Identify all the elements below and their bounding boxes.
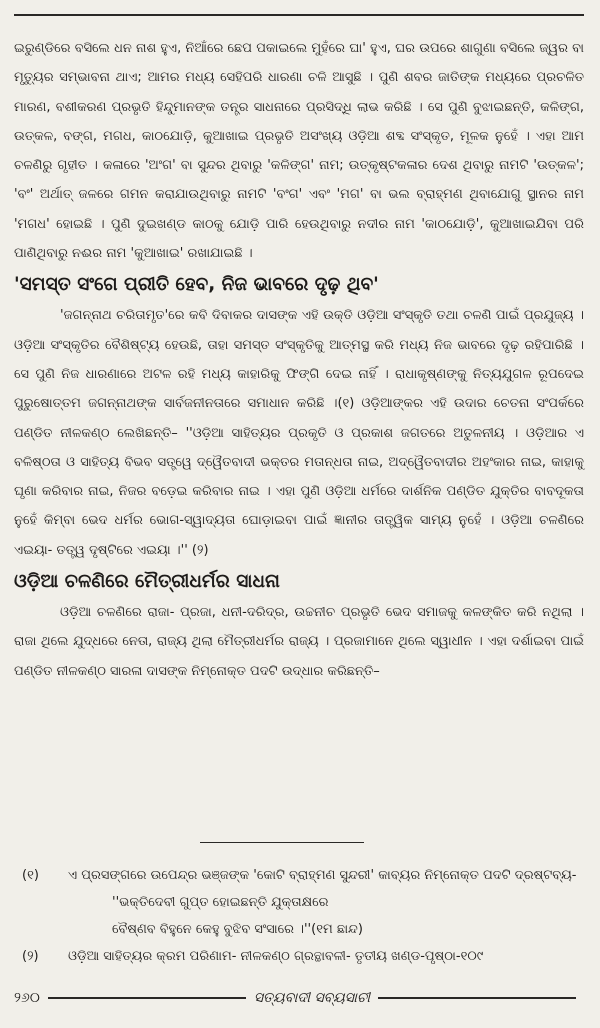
footnote-text: ଏ ପ୍ରସଙ୍ଗରେ ଉପେନ୍ଦ୍ର ଭଞ୍ଜଙ୍କ 'କୋଟି ବ୍ରାହ୍ମଣ ସୁନ୍ଦରୀ' କାବ୍ୟର ନିମ୍ନୋକ୍ତ ପଦଟି ଦ୍ରଷ୍ଟବ୍ୟ- [68,868,577,883]
footer-rule-left [48,997,246,999]
section-heading-2: ଓଡ଼ିଆ ଚଳଣିରେ ମୈତ୍ରୀଧର୍ମର ସାଧନା [14,571,280,593]
footnotes [14,862,584,970]
top-rule [14,14,584,16]
page-number: ୨୬୦ [14,990,40,1006]
paragraph-3: ଓଡ଼ିଆ ଚଳଣିରେ ରାଜା- ପ୍ରଜା, ଧନୀ-ଦରିଦ୍ର, ଉଚ୍ଚନୀଚ ପ୍ରଭୃତି ଭେଦ ସମାଜକୁ କଳଙ୍କିତ କରି ନଥିଲା । ରାଜା ଥିଲେ ଯୁଦ୍ଧରେ ନେତା, ରାଜ୍ୟ ଥିଲା ମୈତ୍ରୀଧର୍ମର ରାଜ୍ୟ । ପ୍ରଜାମାନେ ଥିଲେ ସ୍ୱାଧୀନ । ଏହା ଦର୍ଶାଇବା ପାଇଁ ପଣ୍ଡିତ ନୀଳକଣ୍ଠ ସାରଳା ଦାସଙ୍କ ନିମ୍ନୋକ୍ତ ପଦଟି ଉଦ୍ଧାର କରିଛନ୍ତି– [14,605,584,679]
footnote-quote-line: ବୈଷ୍ଣବ ବିହୁନେ କେହୁ ବୁଝିବ ସଂସାରେ ।''(୧ମ ଛାନ୍ଦ) [112,922,363,937]
paragraph-2: 'ଜଗନ୍ନାଥ ଚରିତାମୃତ'ରେ କବି ଦିବାକର ଦାସଙ୍କ ଏହି ଉକ୍ତି ଓଡ଼ିଆ ସଂସ୍କୃତି ତଥା ଚଳଣି ପାଇଁ ପ୍ରଯୁଜ୍ୟ । ଓଡ଼ିଆ ସଂସ୍କୃତିର ବୈଶିଷ୍ଟ୍ୟ ହେଉଛି, ତାହା ସମସ୍ତ ସଂସ୍କୃତିକୁ ଆତ୍ମସ୍ଥ କରି ମଧ୍ୟ ନିଜ ଭାବରେ ଦୃଢ଼ ରହିପାରିଛି । ସେ ପୁଣି ନିଜ ଧାରଣାରେ ଅଟଳ ରହି ମଧ୍ୟ କାହାରିକୁ ଫିଙ୍ଗି ଦେଇ ନାହିଁ । ରାଧାକୃଷ୍ଣଙ୍କୁ ନିତ୍ୟଯୁଗଳ ରୂପଦେଇ ପୁରୁଷୋତ୍ତମ ଜଗନ୍ନାଥଙ୍କ ସାର୍ବଜନୀନତାରେ ସମାଧାନ କରିଛି ।(୧) ଓଡ଼ିଆଙ୍କର ଏହି ଉଦାର ଚେତନା ସଂପର୍କରେ ପଣ୍ଡିତ ନୀଳକଣ୍ଠ ଲେଖିଛନ୍ତି– ''ଓଡ଼ିଆ ସାହିତ୍ୟର ପ୍ରକୃତି ଓ ପ୍ରକାଶ ଜଗତରେ ଅତୁଳନୀୟ । ଓଡ଼ିଆର ଏ ବଳିଷ୍ଠତା ଓ ସାହିତ୍ୟ ବିଭବ ସତ୍ତ୍ୱେ ଦ୍ୱୈତବାଦୀ ଭକ୍ତର ମତାନ୍ଧତା ନାଇ, ଅଦ୍ୱୈତବାଦୀର ଅହଂକାର ନାଇ, କାହାକୁ ଘୃଣା କରିବାର ନାଇ, ନିଜର ବଡ଼େଇ କରିବାର ନାଇ । ଏହା ପୁଣି ଓଡ଼ିଆ ଧର୍ମରେ ଦାର୍ଶନିକ ପଣ୍ଡିତ ଯୁକ୍ତିର ବାବଦୂକତା ନୁହେଁ କିମ୍ବା ଭେଦ ଧର୍ମର ଭୋଗ-ସ୍ୱାଦ୍ୟତା ଘୋଡ଼ାଇବା ପାଇଁ ଜ୍ଞାନୀର ତାତ୍ତ୍ୱିକ ସାମ୍ୟ ନୁହେଁ । ଓଡ଼ିଆ ଚଳଣିରେ ଏଇୟା- ତତ୍ତ୍ୱ ଦୃଷ୍ଟିରେ ଏଇୟା ।'' (୨) [14,308,584,558]
paragraph-1: ଇରୁଣ୍ଡିରେ ବସିଲେ ଧନ ନାଶ ହୁଏ, ନିଆଁରେ ଛେପ ପକାଇଲେ ମୁହଁରେ ଘା' ହୁଏ, ଘର ଉପରେ ଶାଗୁଣା ବସିଲେ ଜ୍ୱର ବା ମୃତ୍ୟୁର ସମ୍ଭାବନା ଥାଏ; ଆମର ମଧ୍ୟ ସେହିପରି ଧାରଣା ଚଳି ଆସୁଛି । ପୁଣି ଶବର ଜାତିଙ୍କ ମଧ୍ୟରେ ପ୍ରଚଳିତ ମାରଣ, ବଶୀକରଣ ପ୍ରଭୃତି ହିନ୍ଦୁମାନଙ୍କ ତନ୍ତ୍ର ସାଧନାରେ ପ୍ରସିଦ୍ଧି ଲାଭ କରିଛି । ସେ ପୁଣି ବୁଝାଇଛନ୍ତି, କଳିଙ୍ଗ, ଉତ୍କଳ, ବଙ୍ଗ, ମଗଧ, କାଠଯୋଡ଼ି, କୁଆଖାଇ ପ୍ରଭୃତି ଅସଂଖ୍ୟ ଓଡ଼ିଆ ଶବ୍ଦ ସଂସ୍କୃତ, ମୂଳକ ନୁହେଁ । ଏହା ଆମ ଚଳଣିରୁ ଗୃହୀତ । କଳାରେ 'ଅଂଗ' ବା ସୁନ୍ଦର ଥିବାରୁ 'କଳିଙ୍ଗ' ନାମ; ଉତ୍କୃଷ୍ଟକଳାର ଦେଶ ଥିବାରୁ ନାମଟି 'ଉତ୍କଳ'; 'ବଂ' ଅର୍ଥାତ୍ ଜଳରେ ଗମନ କରାଯାଉଥିବାରୁ ନାମଟି 'ବଂଗ' ଏବଂ 'ମଗ' ବା ଭଲ ବ୍ରାହ୍ମଣ ଥିବାଯୋଗୁ ସ୍ଥାନର ନାମ 'ମଗଧ' ହୋଇଛି । ପୁଣି ଦୁଇଖଣ୍ଡ କାଠକୁ ଯୋଡ଼ି ପାରି ହେଉଥିବାରୁ ନଦୀର ନାମ 'କାଠଯୋଡ଼ି', କୁଆଖାଇଯିବା ପରି ପାଣିଥିବାରୁ ନଈର ନାମ 'କୁଆଖାଇ' ରଖାଯାଇଛି । [14,41,584,262]
page-footer [14,990,584,1006]
footnote-number: (୨) [22,949,39,964]
section-heading-1: 'ସମସ୍ତ ସଂଗେ ପ୍ରୀତି ହେବ, ନିଜ ଭାବରେ ଦୃଢ଼ ଥିବ' [14,274,379,296]
footnote-number: (୧) [22,868,39,883]
page-body [14,34,584,686]
footnote-rule [200,842,364,843]
footnote-1 [14,862,584,943]
footnote-2 [14,943,584,970]
footer-rule-right [378,997,576,999]
footnote-quote-line: ''ଭକ୍ତିଦେବୀ ଗୁପ୍ତ ହୋଇଛନ୍ତି ଯୁକ୍ତାକ୍ଷରେ [112,895,329,910]
running-title: ସତ୍ୟବାଦୀ ସବ୍ୟସାଚୀ [253,990,370,1006]
footnote-text: ଓଡ଼ିଆ ସାହିତ୍ୟର କ୍ରମ ପରିଣାମ- ନୀଳକଣ୍ଠ ଗ୍ରନ୍ଥାବଳୀ- ତୃତୀୟ ଖଣ୍ଡ-ପୃଷ୍ଠା-୧୦୯ [68,949,484,964]
